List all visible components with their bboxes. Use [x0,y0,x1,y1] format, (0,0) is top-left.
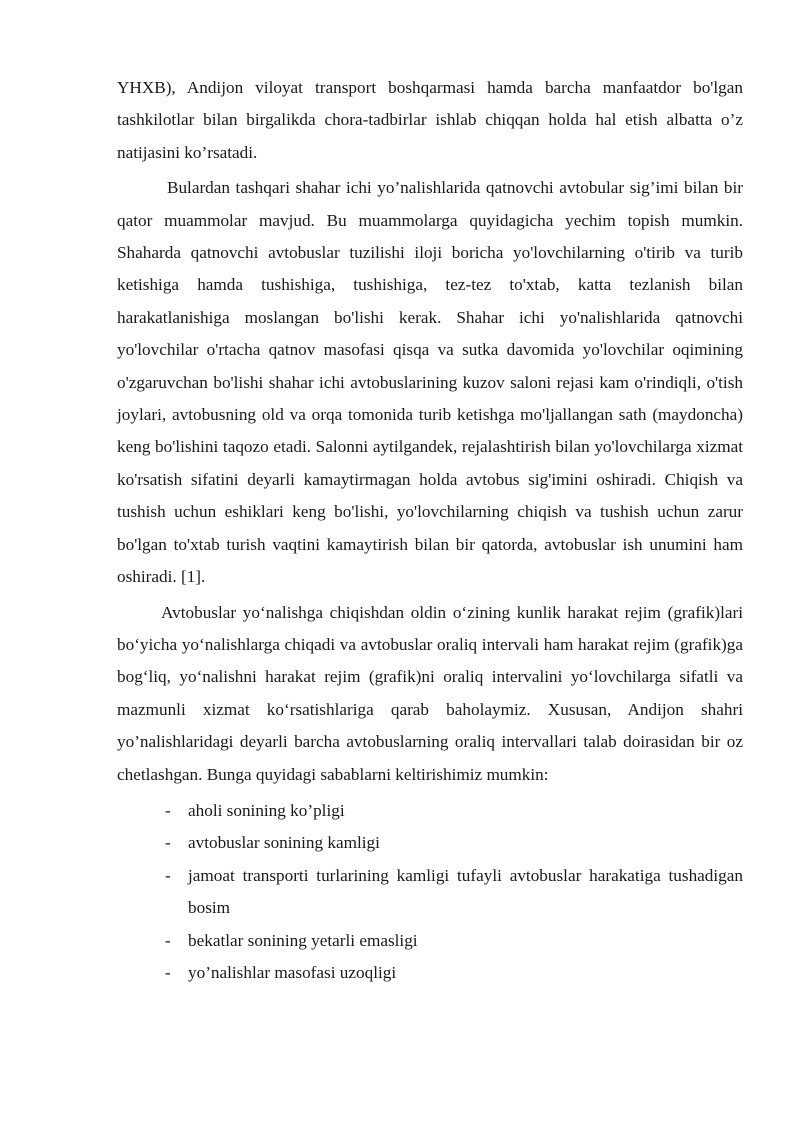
list-dash: - [165,962,171,982]
list-item-text: jamoat transporti turlarining kamligi tufayli avtobuslar harakatiga tushadigan bosim [188,865,743,918]
paragraph-route-intervals: Avtobuslar yo‘nalishga chiqishdan oldin o‘zining kunlik harakat rejim (grafik)lari bo‘yicha yo‘nalishlarga chiqadi va avtobuslar oraliq intervali ham harakat rejim (grafik)ga bog‘liq, yo‘nalishni harakat rejim (grafik)ni oraliq intervalini yo‘lovchilarga sifatli va mazmunli xizmat ko‘rsatishlariga qarab baholaymiz. Xususan, Andijon shahri yo’nalishlaridagi deyarli barcha avtobuslarning oraliq intervallari talab doirasidan bir oz chetlashgan. Bunga quyidagi sabablarni keltirishimiz mumkin: [117,602,743,784]
list-item-text: aholi sonining ko’pligi [188,800,345,820]
list-item-text: avtobuslar sonining kamligi [188,833,380,853]
list-dash: - [165,865,171,885]
list-item-text: bekatlar sonining yetarli emasligi [188,930,418,950]
list-item [117,925,743,957]
list-dash: - [165,800,171,820]
document-body [117,72,743,989]
list-item [117,957,743,989]
paragraph-bus-capacity: Bulardan tashqari shahar ichi yo’nalishlarida qatnovchi avtobular sig’imi bilan bir qator muammolar mavjud. Bu muammolarga quyidagicha yechim topish mumkin. Shaharda qatnovchi avtobuslar tuzilishi iloji boricha yo'lovchilarning o'tirib va turib ketishiga hamda tushishiga, tushishiga, tez-tez to'xtab, katta tezlanish bilan harakatlanishiga moslangan bo'lishi kerak. Shahar ichi yo'nalishlarida qatnovchi yo'lovchilar o'rtacha qatnov masofasi qisqa va sutka davomida yo'lovchilar oqimining o'zgaruvchan bo'lishi shahar ichi avtobuslarining kuzov saloni rejasi kam o'rindiqli, o'tish joylari, avtobusning old va orqa tomonida turib ketishga mo'ljallangan sath (maydoncha) keng bo'lishini taqozo etadi. Salonni aytilgandek, rejalashtirish bilan yo'lovchilarga xizmat ko'rsatish sifatini deyarli kamaytirmagan holda avtobus sig'imini oshiradi. Chiqish va tushish uchun eshiklari keng bo'lishi, yo'lovchilarning chiqish va tushish uchun zarur bo'lgan to'xtab turish vaqtini kamaytirish bilan bir qatorda, avtobuslar ish unumini ham oshiradi. [1]. [117,178,743,587]
list-dash: - [165,930,171,950]
list-dash: - [165,833,171,853]
paragraph-continuation: YHXB), Andijon viloyat transport boshqarmasi hamda barcha manfaatdor bo'lgan tashkilotlar bilan birgalikda chora-tadbirlar ishlab chiqqan holda hal etish albatta o’z natijasini ko’rsatadi. [117,78,743,162]
list-item-text: yo’nalishlar masofasi uzoqligi [188,962,397,982]
list-item [117,827,743,859]
list-item [117,860,743,925]
reasons-list [117,795,743,989]
list-item [117,795,743,827]
